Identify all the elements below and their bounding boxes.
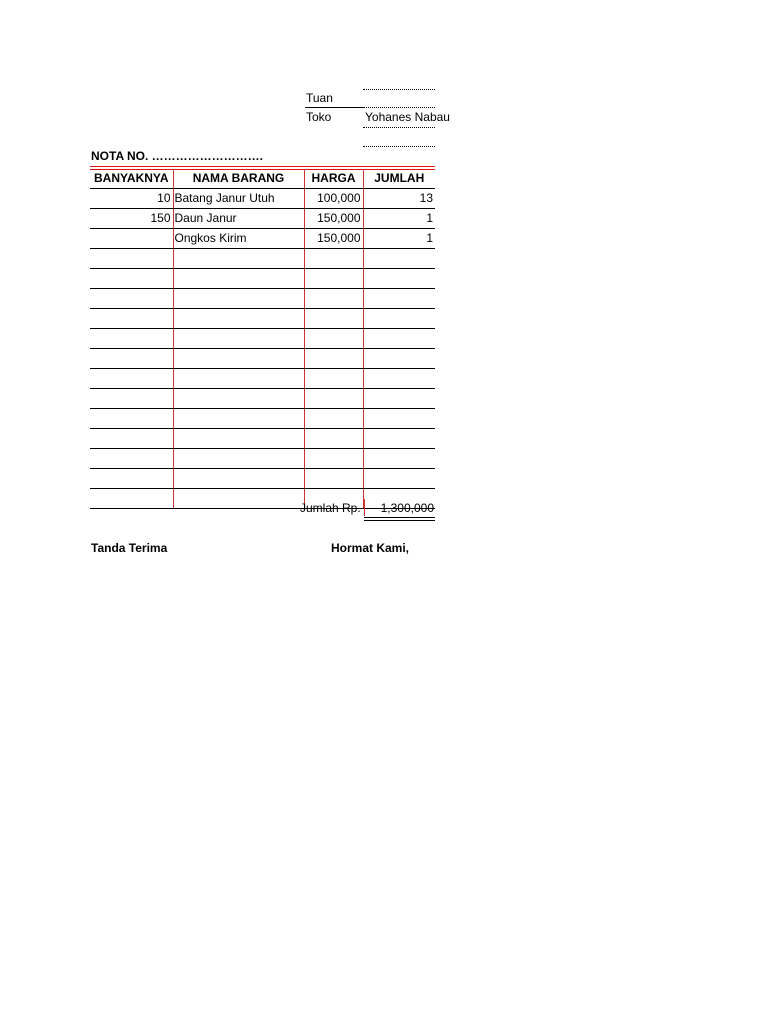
cell-nama-barang: Batang Janur Utuh — [173, 189, 304, 209]
col-header-banyaknya: BANYAKNYA — [90, 169, 173, 189]
cell-harga: 150,000 — [304, 229, 363, 249]
col-header-jumlah: JUMLAH — [363, 169, 435, 189]
table-row — [90, 409, 435, 429]
cell-nama-barang — [173, 269, 304, 289]
table-row — [90, 249, 435, 269]
table-header-row — [90, 169, 435, 189]
nota-number: NOTA NO. ………………………. — [91, 149, 263, 163]
cell-jumlah — [363, 289, 435, 309]
col-header-nama-barang: NAMA BARANG — [173, 169, 304, 189]
cell-harga — [304, 249, 363, 269]
cell-banyaknya — [90, 289, 173, 309]
cell-harga — [304, 389, 363, 409]
table-row — [90, 449, 435, 469]
cell-harga — [304, 449, 363, 469]
cell-nama-barang — [173, 369, 304, 389]
hormat-kami-label: Hormat Kami, — [331, 541, 410, 555]
cell-harga: 100,000 — [304, 189, 363, 209]
cell-nama-barang — [173, 289, 304, 309]
cell-nama-barang — [173, 309, 304, 329]
toko-dotted-line-1 — [363, 127, 435, 128]
table-row — [90, 369, 435, 389]
cell-banyaknya — [90, 249, 173, 269]
total-label: Jumlah Rp. — [300, 501, 361, 515]
cell-banyaknya — [90, 349, 173, 369]
cell-harga — [304, 369, 363, 389]
cell-harga — [304, 349, 363, 369]
cell-nama-barang: Ongkos Kirim — [173, 229, 304, 249]
cell-jumlah — [363, 249, 435, 269]
cell-nama-barang — [173, 489, 304, 509]
cell-banyaknya — [90, 489, 173, 509]
tuan-label: Tuan — [306, 91, 333, 105]
cell-jumlah — [363, 369, 435, 389]
cell-nama-barang — [173, 449, 304, 469]
cell-jumlah — [363, 309, 435, 329]
tanda-terima-label: Tanda Terima — [91, 541, 168, 555]
cell-harga — [304, 269, 363, 289]
cell-nama-barang — [173, 409, 304, 429]
total-value: 1,300,000 — [364, 499, 436, 516]
tuan-underline — [305, 107, 363, 108]
toko-dotted-line-2 — [363, 146, 435, 147]
cell-nama-barang — [173, 389, 304, 409]
table-top-rule-1 — [90, 166, 435, 167]
tuan-dotted-line-1 — [363, 89, 435, 90]
cell-banyaknya — [90, 229, 173, 249]
cell-banyaknya — [90, 429, 173, 449]
cell-jumlah: 13 — [363, 189, 435, 209]
total-double-underline-1 — [364, 517, 435, 518]
cell-harga — [304, 409, 363, 429]
cell-nama-barang — [173, 249, 304, 269]
cell-banyaknya — [90, 389, 173, 409]
cell-banyaknya — [90, 449, 173, 469]
cell-jumlah — [363, 469, 435, 489]
cell-jumlah — [363, 409, 435, 429]
cell-banyaknya — [90, 309, 173, 329]
cell-nama-barang — [173, 429, 304, 449]
cell-nama-barang — [173, 469, 304, 489]
cell-banyaknya — [90, 369, 173, 389]
cell-jumlah: 1 — [363, 209, 435, 229]
cell-harga — [304, 329, 363, 349]
cell-harga — [304, 469, 363, 489]
total-double-underline-2 — [364, 520, 435, 521]
cell-harga: 150,000 — [304, 209, 363, 229]
table-row — [90, 229, 435, 249]
cell-jumlah — [363, 429, 435, 449]
table-row — [90, 189, 435, 209]
table-row — [90, 349, 435, 369]
cell-banyaknya — [90, 469, 173, 489]
cell-nama-barang — [173, 349, 304, 369]
cell-jumlah — [363, 389, 435, 409]
cell-harga — [304, 289, 363, 309]
col-header-harga: HARGA — [304, 169, 363, 189]
cell-jumlah — [363, 329, 435, 349]
cell-nama-barang: Daun Janur — [173, 209, 304, 229]
table-row — [90, 209, 435, 229]
cell-banyaknya: 150 — [90, 209, 173, 229]
cell-jumlah — [363, 449, 435, 469]
cell-harga — [304, 309, 363, 329]
table-row — [90, 309, 435, 329]
table-row — [90, 329, 435, 349]
cell-jumlah: 1 — [363, 229, 435, 249]
cell-banyaknya — [90, 269, 173, 289]
toko-value: Yohanes Nabau — [365, 110, 450, 124]
cell-banyaknya — [90, 409, 173, 429]
table-row — [90, 269, 435, 289]
cell-harga — [304, 429, 363, 449]
table-row — [90, 389, 435, 409]
cell-jumlah — [363, 269, 435, 289]
toko-label: Toko — [306, 110, 332, 124]
table-row — [90, 289, 435, 309]
invoice-table — [90, 169, 435, 509]
table-row — [90, 469, 435, 489]
cell-nama-barang — [173, 329, 304, 349]
cell-jumlah — [363, 349, 435, 369]
table-row — [90, 429, 435, 449]
tuan-dotted-line-2 — [363, 107, 435, 108]
cell-banyaknya — [90, 329, 173, 349]
cell-banyaknya: 10 — [90, 189, 173, 209]
